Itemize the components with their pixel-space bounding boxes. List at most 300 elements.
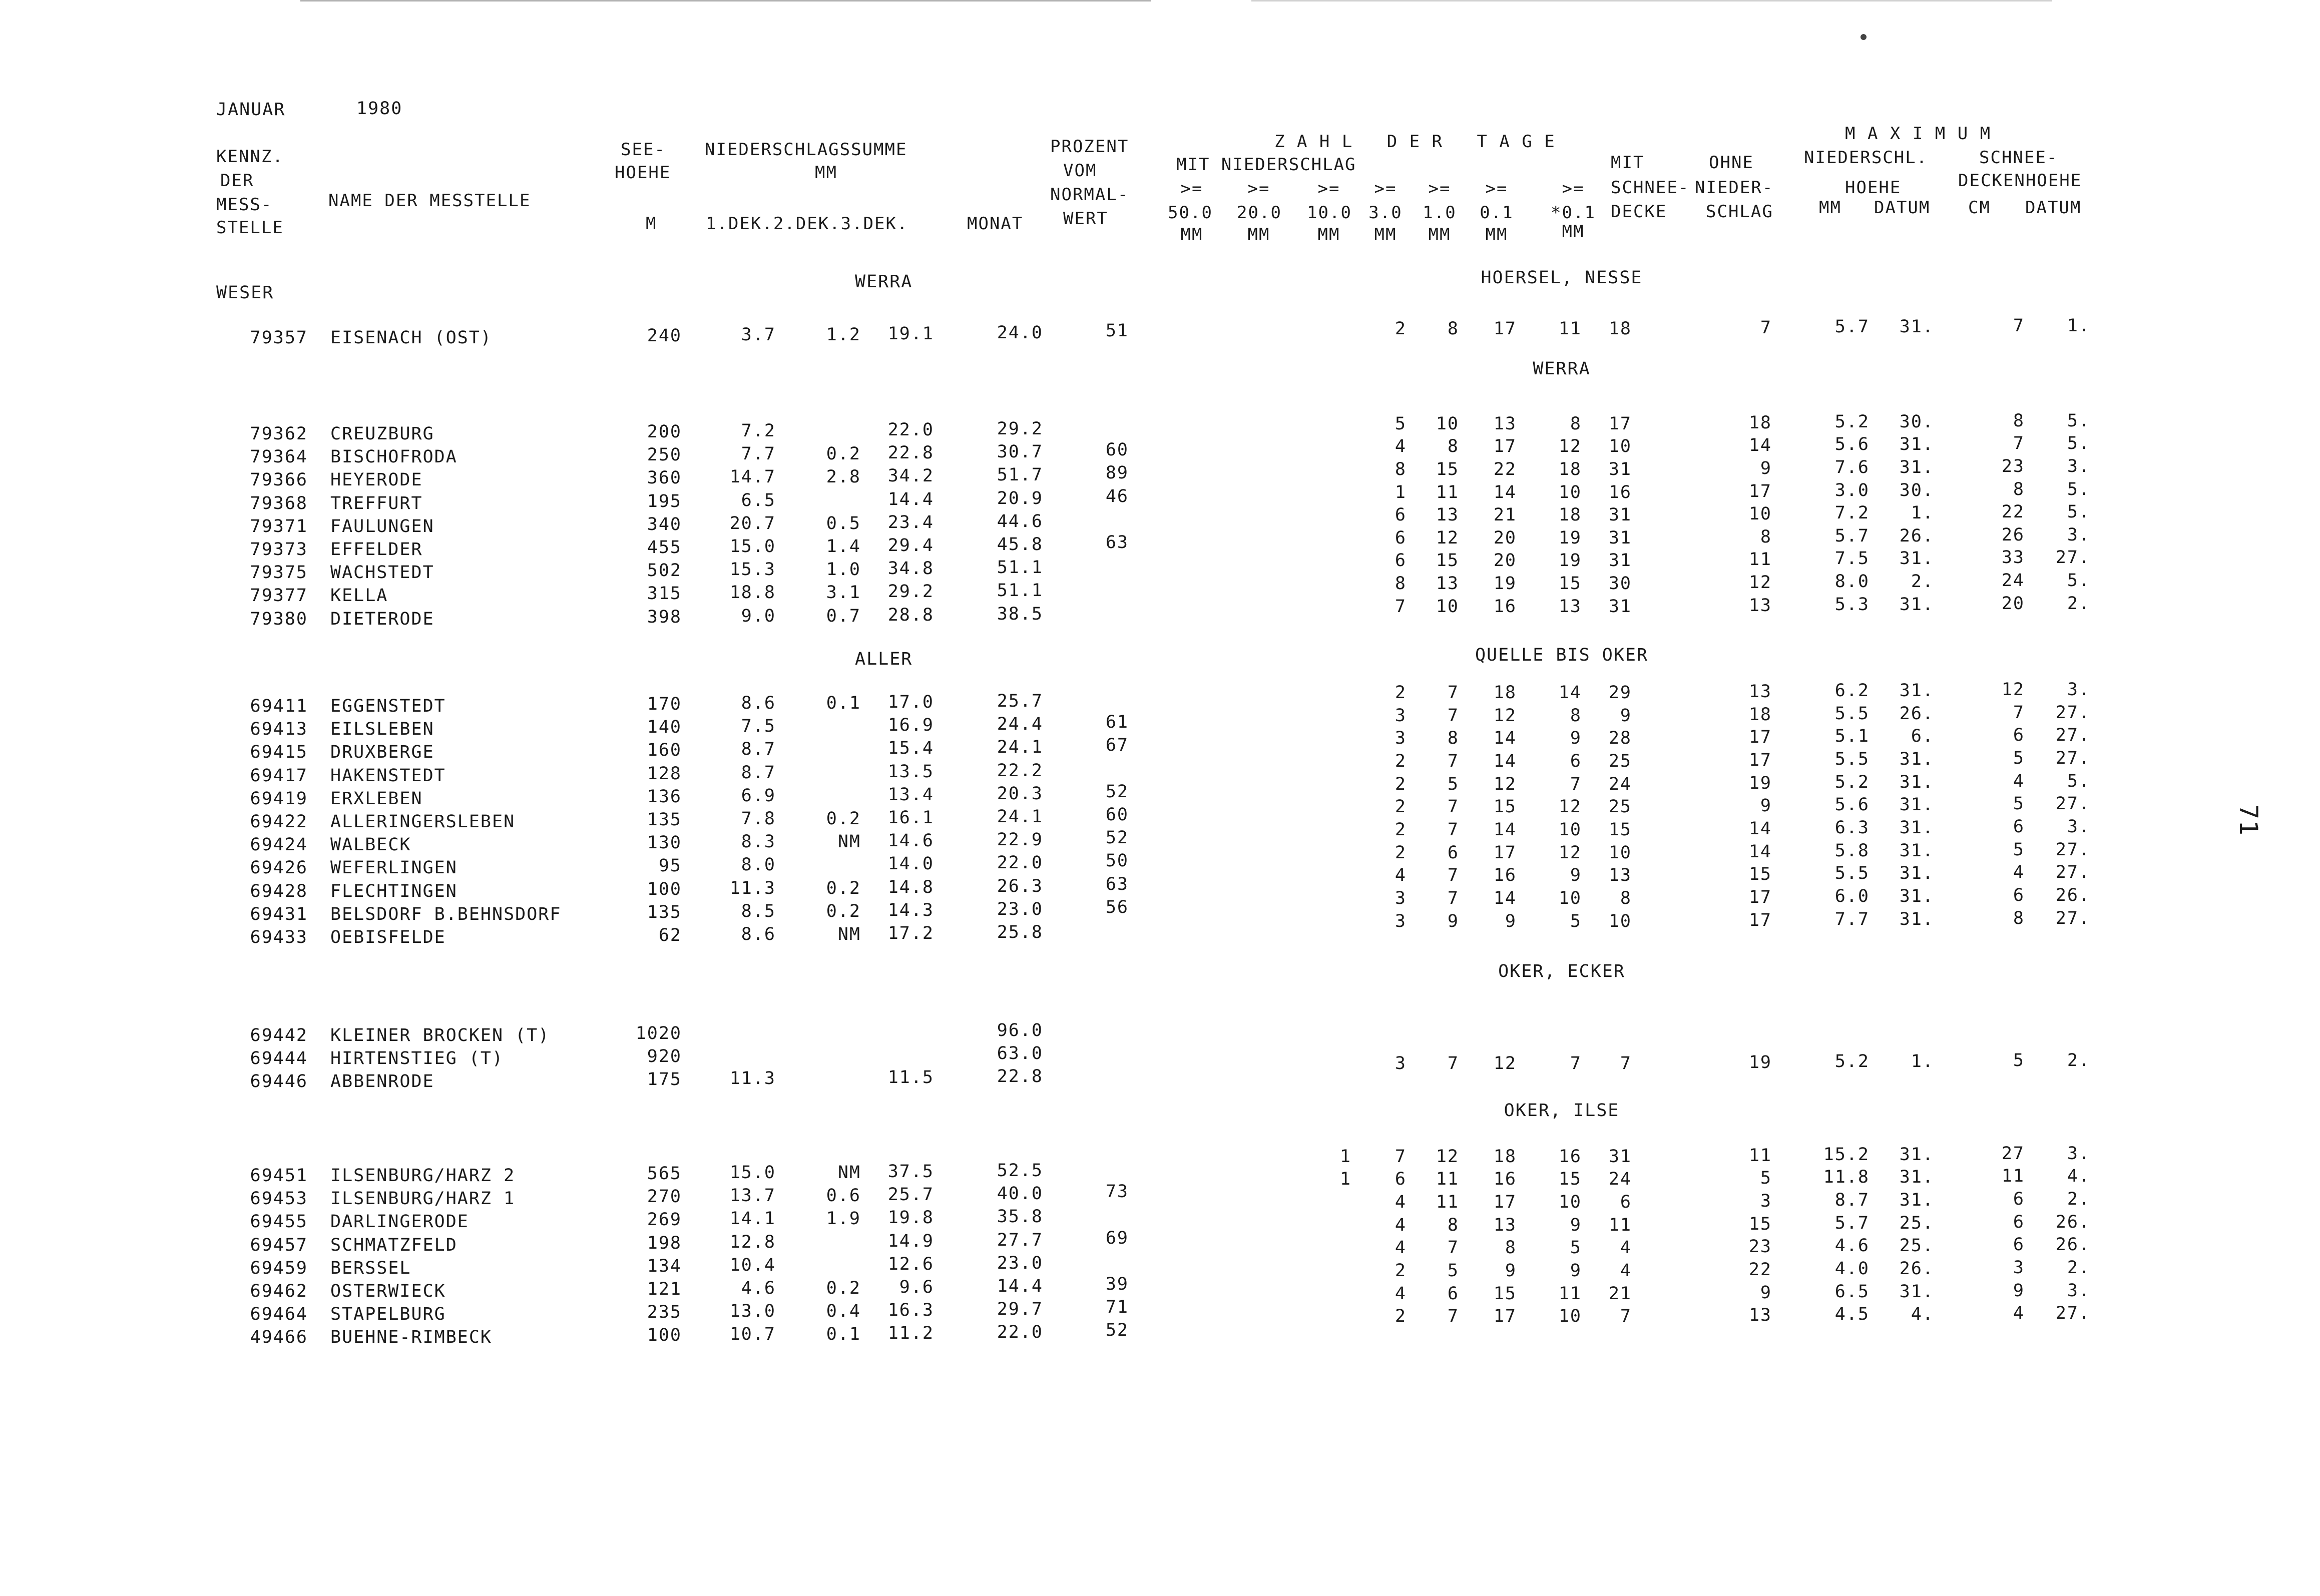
days-without-precip: 5 — [1760, 1168, 1772, 1189]
percent-of-normal: 67 — [1105, 735, 1129, 756]
station-id: 79368 — [250, 493, 308, 513]
max-snow-cm: 24 — [2001, 571, 2025, 591]
days-threshold-3: 3 — [1395, 1053, 1407, 1074]
precip-month: 14.4 — [997, 1276, 1043, 1296]
days-threshold-5: 14 — [1493, 819, 1517, 840]
days-threshold-4: 7 — [1447, 683, 1459, 703]
header-dekaden: 1.DEK.2.DEK.3.DEK. — [706, 214, 908, 234]
header-schnee-datum: DATUM — [2025, 198, 2082, 218]
precip-decade-2: 0.1 — [826, 693, 861, 713]
max-precip-mm: 4.6 — [1834, 1236, 1870, 1256]
days-threshold-7: 31 — [1608, 596, 1632, 617]
days-threshold-6: 12 — [1558, 842, 1582, 863]
max-snow-date: 5. — [2067, 433, 2090, 454]
days-threshold-7: 31 — [1608, 505, 1632, 525]
days-threshold-6: 11 — [1558, 1283, 1582, 1304]
precip-decade-3: 11.2 — [887, 1323, 934, 1344]
max-snow-cm: 5 — [2013, 748, 2025, 769]
max-snow-cm: 6 — [2013, 1189, 2025, 1210]
days-threshold-4: 12 — [1436, 1146, 1459, 1167]
station-altitude: 128 — [647, 763, 682, 784]
precip-decade-3: 14.6 — [887, 831, 934, 851]
station-id: 79362 — [250, 424, 308, 444]
days-threshold-5: 21 — [1493, 505, 1517, 525]
page-number: 71 — [2234, 804, 2263, 837]
precip-decade-1: 13.7 — [729, 1186, 776, 1206]
station-altitude: 136 — [647, 786, 682, 807]
header-kennz-3: MESS- — [216, 195, 273, 215]
days-threshold-4: 15 — [1436, 459, 1459, 479]
max-precip-date: 1. — [1911, 503, 1934, 523]
precip-decade-3: 12.6 — [887, 1254, 934, 1274]
station-id: 79377 — [250, 586, 308, 606]
header-schnee: SCHNEE- — [1611, 178, 1690, 198]
max-precip-date: 31. — [1899, 434, 1934, 455]
days-threshold-3: 2 — [1395, 318, 1407, 339]
days-threshold-4: 11 — [1436, 1169, 1459, 1190]
precip-decade-3: 16.3 — [887, 1300, 934, 1321]
threshold-val-2: 20.0 — [1237, 203, 1282, 223]
precip-decade-1: 6.5 — [741, 490, 776, 510]
station-id: 69422 — [250, 812, 308, 832]
precip-decade-2: 0.4 — [826, 1301, 861, 1322]
days-threshold-5: 13 — [1493, 1215, 1517, 1235]
days-threshold-6: 15 — [1558, 1169, 1582, 1190]
header-kennz-4: STELLE — [216, 218, 284, 238]
precip-decade-3: 14.8 — [887, 877, 934, 897]
precip-decade-1: 20.7 — [729, 513, 776, 534]
precip-month: 25.7 — [997, 691, 1043, 711]
days-threshold-5: 14 — [1493, 482, 1517, 502]
days-threshold-6: 9 — [1570, 728, 1582, 749]
precip-month: 35.8 — [997, 1207, 1043, 1227]
station-id: 69431 — [250, 904, 308, 924]
precip-decade-2: 3.1 — [826, 583, 861, 603]
days-threshold-5: 15 — [1493, 797, 1517, 817]
station-name: EISENACH (OST) — [330, 328, 493, 348]
max-precip-mm: 5.7 — [1834, 525, 1870, 546]
days-threshold-3: 3 — [1395, 911, 1407, 931]
header-year: 1980 — [356, 99, 403, 119]
percent-of-normal: 63 — [1105, 874, 1129, 894]
days-threshold-7: 9 — [1620, 705, 1632, 726]
station-name: ABBENRODE — [330, 1072, 434, 1092]
station-id: 69433 — [250, 927, 308, 947]
max-snow-date: 27. — [2055, 748, 2090, 769]
days-threshold-4: 12 — [1436, 527, 1459, 548]
max-precip-mm: 5.2 — [1834, 772, 1870, 792]
max-precip-date: 31. — [1899, 795, 1934, 815]
days-threshold-7: 24 — [1608, 774, 1632, 794]
days-threshold-7: 10 — [1608, 842, 1632, 863]
max-precip-date: 1. — [1911, 1051, 1934, 1072]
header-max-hoehe: HOEHE — [1845, 178, 1902, 198]
station-altitude: 269 — [647, 1210, 682, 1230]
max-precip-date: 31. — [1899, 1144, 1934, 1165]
station-id: 69446 — [250, 1072, 308, 1092]
days-threshold-5: 14 — [1493, 888, 1517, 908]
threshold-val-3: 10.0 — [1307, 203, 1352, 223]
station-name: KELLA — [330, 586, 388, 606]
days-threshold-7: 31 — [1608, 1146, 1632, 1167]
station-id: 69415 — [250, 742, 308, 763]
percent-of-normal: 56 — [1105, 897, 1129, 917]
station-altitude: 398 — [647, 607, 682, 627]
scan-edge-line — [300, 0, 1151, 2]
station-name: TREFFURT — [330, 493, 423, 513]
days-threshold-5: 15 — [1493, 1283, 1517, 1304]
river-label-left: ALLER — [855, 649, 913, 669]
header-kennz-2: DER — [220, 171, 254, 191]
station-altitude: 134 — [647, 1256, 682, 1276]
max-snow-cm: 6 — [2013, 1212, 2025, 1232]
days-threshold-6: 14 — [1558, 683, 1582, 703]
station-id: 69411 — [250, 696, 308, 716]
max-precip-mm: 8.0 — [1834, 572, 1870, 592]
station-id: 79364 — [250, 447, 308, 467]
days-threshold-5: 9 — [1505, 911, 1517, 931]
max-snow-date: 5. — [2067, 410, 2090, 431]
days-without-precip: 17 — [1748, 887, 1772, 907]
max-snow-cm: 6 — [2013, 885, 2025, 905]
precip-decade-2: NM — [837, 832, 861, 852]
header-prozent-3: NORMAL- — [1050, 185, 1129, 205]
percent-of-normal: 52 — [1105, 828, 1129, 848]
precip-month: 38.5 — [997, 604, 1043, 624]
precip-decade-3: 19.1 — [887, 324, 934, 344]
days-threshold-7: 30 — [1608, 574, 1632, 594]
days-threshold-6: 8 — [1570, 705, 1582, 726]
days-threshold-4: 10 — [1436, 596, 1459, 617]
max-snow-cm: 9 — [2013, 1280, 2025, 1301]
days-threshold-2: 1 — [1339, 1169, 1351, 1190]
max-precip-date: 31. — [1899, 316, 1934, 337]
max-precip-date: 25. — [1899, 1213, 1934, 1233]
days-threshold-6: 10 — [1558, 888, 1582, 908]
precip-decade-3: 14.4 — [887, 489, 934, 509]
days-threshold-3: 4 — [1395, 1215, 1407, 1235]
days-threshold-3: 7 — [1395, 1146, 1407, 1167]
days-without-precip: 22 — [1748, 1260, 1772, 1280]
header-schnee-cm: CM — [1968, 198, 1991, 218]
max-snow-date: 27. — [2055, 1303, 2090, 1324]
days-threshold-5: 20 — [1493, 527, 1517, 548]
percent-of-normal: 60 — [1105, 440, 1129, 460]
max-snow-date: 26. — [2055, 1212, 2090, 1232]
days-threshold-4: 11 — [1436, 1192, 1459, 1213]
days-threshold-6: 12 — [1558, 436, 1582, 457]
max-snow-date: 5. — [2067, 771, 2090, 791]
max-snow-date: 26. — [2055, 1235, 2090, 1255]
days-without-precip: 9 — [1760, 458, 1772, 478]
header-prozent-1: PROZENT — [1050, 137, 1129, 157]
precip-month: 23.0 — [997, 1253, 1043, 1273]
days-threshold-7: 10 — [1608, 911, 1632, 931]
max-snow-cm: 27 — [2001, 1143, 2025, 1164]
precip-decade-2: NM — [837, 924, 861, 944]
max-precip-date: 31. — [1899, 457, 1934, 477]
max-snow-cm: 11 — [2001, 1166, 2025, 1187]
station-id: 69417 — [250, 765, 308, 786]
header-mit-niederschlag: MIT NIEDERSCHLAG — [1176, 155, 1356, 175]
days-threshold-3: 7 — [1395, 596, 1407, 617]
days-threshold-3: 4 — [1395, 1238, 1407, 1258]
station-id: 69426 — [250, 858, 308, 878]
max-snow-cm: 7 — [2013, 315, 2025, 336]
station-altitude: 160 — [647, 740, 682, 761]
max-precip-date: 4. — [1911, 1304, 1934, 1325]
precip-decade-1: 11.3 — [729, 878, 776, 898]
days-threshold-6: 19 — [1558, 551, 1582, 571]
days-without-precip: 17 — [1748, 727, 1772, 748]
max-snow-cm: 5 — [2013, 839, 2025, 860]
days-without-precip: 9 — [1760, 1282, 1772, 1303]
days-threshold-7: 7 — [1620, 1306, 1632, 1327]
station-name: HAKENSTEDT — [330, 765, 446, 786]
days-threshold-2: 1 — [1339, 1146, 1351, 1167]
station-altitude: 140 — [647, 717, 682, 738]
precip-decade-1: 7.7 — [741, 444, 776, 464]
river-label-right: OKER, ECKER — [1498, 961, 1625, 981]
precip-decade-1: 8.7 — [741, 739, 776, 760]
max-precip-mm: 6.3 — [1834, 817, 1870, 838]
station-altitude: 315 — [647, 584, 682, 604]
max-precip-date: 2. — [1911, 572, 1934, 592]
days-without-precip: 8 — [1760, 526, 1772, 547]
percent-of-normal: 50 — [1105, 851, 1129, 871]
max-precip-date: 25. — [1899, 1236, 1934, 1256]
max-snow-cm: 4 — [2013, 862, 2025, 883]
days-threshold-3: 3 — [1395, 888, 1407, 908]
max-snow-date: 27. — [2055, 908, 2090, 928]
percent-of-normal: 60 — [1105, 805, 1129, 825]
station-id: 69464 — [250, 1304, 308, 1325]
station-altitude: 360 — [647, 468, 682, 488]
precip-month: 51.7 — [997, 465, 1043, 485]
days-threshold-4: 10 — [1436, 413, 1459, 434]
max-precip-date: 31. — [1899, 886, 1934, 906]
precip-decade-1: 4.6 — [741, 1278, 776, 1298]
percent-of-normal: 71 — [1105, 1297, 1129, 1318]
max-snow-cm: 7 — [2013, 433, 2025, 454]
days-threshold-4: 11 — [1436, 482, 1459, 502]
days-threshold-3: 6 — [1395, 1169, 1407, 1190]
percent-of-normal: 46 — [1105, 486, 1129, 506]
percent-of-normal: 63 — [1105, 533, 1129, 553]
threshold-ge-7: >= — [1562, 179, 1585, 199]
precip-decade-1: 15.3 — [729, 560, 776, 580]
precip-decade-2: 0.6 — [826, 1186, 861, 1206]
max-snow-date: 3. — [2067, 524, 2090, 545]
station-name: OEBISFELDE — [330, 927, 446, 947]
river-label-right: WERRA — [1533, 359, 1591, 379]
precip-decade-3: 14.0 — [887, 854, 934, 874]
precip-month: 44.6 — [997, 511, 1043, 531]
station-id: 69462 — [250, 1281, 308, 1301]
station-altitude: 250 — [647, 445, 682, 465]
days-threshold-5: 16 — [1493, 1169, 1517, 1190]
max-precip-mm: 6.0 — [1834, 886, 1870, 906]
max-snow-cm: 8 — [2013, 479, 2025, 499]
station-name: FAULUNGEN — [330, 516, 434, 537]
max-snow-cm: 8 — [2013, 410, 2025, 431]
percent-of-normal: 61 — [1105, 712, 1129, 733]
station-name: DIETERODE — [330, 609, 434, 629]
max-precip-date: 31. — [1899, 840, 1934, 861]
station-name: DARLINGERODE — [330, 1212, 469, 1232]
precip-decade-3: 13.5 — [887, 761, 934, 782]
precip-decade-3: 22.0 — [887, 420, 934, 440]
days-threshold-3: 6 — [1395, 551, 1407, 571]
precip-month: 26.3 — [997, 876, 1043, 896]
station-id: 79380 — [250, 609, 308, 629]
threshold-unit-3: MM — [1317, 225, 1340, 245]
days-threshold-5: 17 — [1493, 1192, 1517, 1213]
days-without-precip: 3 — [1760, 1191, 1772, 1212]
days-threshold-7: 4 — [1620, 1238, 1632, 1258]
max-snow-date: 27. — [2055, 548, 2090, 568]
precip-decade-3: 19.8 — [887, 1208, 934, 1228]
days-threshold-7: 13 — [1608, 865, 1632, 886]
station-name: ALLERINGERSLEBEN — [330, 812, 516, 832]
max-precip-mm: 6.2 — [1834, 681, 1870, 701]
precip-decade-1: 15.0 — [729, 1163, 776, 1183]
precip-decade-3: 13.4 — [887, 784, 934, 805]
days-threshold-6: 10 — [1558, 819, 1582, 840]
max-precip-mm: 8.7 — [1834, 1190, 1870, 1211]
header-schnee-label: SCHNEE- — [1979, 148, 2058, 168]
precip-month: 24.0 — [997, 323, 1043, 343]
station-altitude: 235 — [647, 1302, 682, 1323]
threshold-ge-1: >= — [1180, 179, 1203, 199]
days-without-precip: 15 — [1748, 864, 1772, 885]
precip-month: 24.1 — [997, 807, 1043, 827]
precip-decade-3: 29.4 — [887, 536, 934, 556]
days-threshold-5: 9 — [1505, 1261, 1517, 1281]
max-snow-date: 27. — [2055, 702, 2090, 723]
precip-decade-1: 14.7 — [729, 467, 776, 487]
days-threshold-7: 28 — [1608, 728, 1632, 749]
days-threshold-3: 6 — [1395, 527, 1407, 548]
station-id: 79366 — [250, 470, 308, 490]
max-precip-date: 26. — [1899, 703, 1934, 724]
max-precip-mm: 5.6 — [1834, 795, 1870, 815]
max-precip-date: 31. — [1899, 1281, 1934, 1302]
days-threshold-3: 1 — [1395, 482, 1407, 502]
days-without-precip: 11 — [1748, 1145, 1772, 1166]
header-niederschlagssumme-unit: MM — [815, 163, 837, 183]
percent-of-normal: 52 — [1105, 1320, 1129, 1341]
max-snow-date: 3. — [2067, 1143, 2090, 1164]
days-threshold-6: 11 — [1558, 318, 1582, 339]
station-altitude: 565 — [647, 1164, 682, 1184]
precip-month: 22.0 — [997, 853, 1043, 873]
precip-decade-3: 17.2 — [887, 923, 934, 943]
station-name: WALBECK — [330, 835, 411, 855]
station-name: DRUXBERGE — [330, 742, 434, 763]
max-snow-date: 5. — [2067, 479, 2090, 499]
precip-decade-2: 0.2 — [826, 1278, 861, 1298]
precip-month: 52.5 — [997, 1161, 1043, 1181]
precip-decade-2: 1.2 — [826, 325, 861, 345]
precip-decade-3: 17.0 — [887, 692, 934, 712]
river-label-right: OKER, ILSE — [1504, 1101, 1620, 1121]
max-precip-mm: 7.2 — [1834, 503, 1870, 523]
max-snow-date: 3. — [2067, 456, 2090, 476]
days-without-precip: 19 — [1748, 773, 1772, 793]
max-snow-cm: 8 — [2013, 908, 2025, 928]
days-threshold-7: 21 — [1608, 1283, 1632, 1304]
max-precip-mm: 5.3 — [1834, 594, 1870, 615]
station-name: SCHMATZFELD — [330, 1235, 457, 1255]
precip-decade-1: 8.7 — [741, 762, 776, 783]
max-snow-cm: 22 — [2001, 502, 2025, 522]
station-altitude: 170 — [647, 694, 682, 714]
precip-decade-2: 0.1 — [826, 1324, 861, 1345]
days-threshold-7: 17 — [1608, 413, 1632, 434]
station-id: 49466 — [250, 1327, 308, 1348]
precip-decade-1: 13.0 — [729, 1301, 776, 1322]
days-threshold-6: 6 — [1570, 751, 1582, 772]
header-mit: MIT — [1611, 153, 1645, 173]
station-name: HEYERODE — [330, 470, 423, 490]
max-precip-date: 31. — [1899, 549, 1934, 569]
max-precip-date: 31. — [1899, 749, 1934, 770]
precip-decade-1: 15.0 — [729, 537, 776, 557]
days-threshold-3: 4 — [1395, 436, 1407, 457]
max-snow-date: 27. — [2055, 839, 2090, 860]
threshold-unit-6: MM — [1485, 225, 1508, 245]
days-threshold-7: 4 — [1620, 1261, 1632, 1281]
station-name: CREUZBURG — [330, 424, 434, 444]
days-threshold-6: 18 — [1558, 505, 1582, 525]
days-threshold-4: 7 — [1447, 751, 1459, 772]
days-threshold-3: 2 — [1395, 1306, 1407, 1327]
river-label-left: WERRA — [855, 272, 913, 292]
threshold-unit-5: MM — [1428, 225, 1451, 245]
threshold-ge-2: >= — [1247, 179, 1270, 199]
precip-decade-1: 8.6 — [741, 693, 776, 713]
river-label-right: QUELLE BIS OKER — [1475, 645, 1649, 665]
days-threshold-4: 7 — [1447, 819, 1459, 840]
precip-decade-2: 0.5 — [826, 513, 861, 534]
days-threshold-4: 5 — [1447, 1261, 1459, 1281]
precip-decade-1: 14.1 — [729, 1209, 776, 1229]
max-precip-mm: 7.6 — [1834, 457, 1870, 477]
station-altitude: 135 — [647, 810, 682, 830]
precip-decade-3: 34.2 — [887, 466, 934, 486]
station-name: HIRTENSTIEG (T) — [330, 1048, 504, 1069]
precip-decade-2: NM — [837, 1163, 861, 1183]
max-precip-date: 31. — [1899, 817, 1934, 838]
days-without-precip: 11 — [1748, 550, 1772, 570]
max-precip-mm: 5.2 — [1834, 411, 1870, 432]
days-threshold-7: 25 — [1608, 751, 1632, 772]
days-threshold-6: 5 — [1570, 1238, 1582, 1258]
precip-decade-1: 10.4 — [729, 1255, 776, 1275]
threshold-val-7: *0.1 — [1551, 203, 1596, 223]
station-altitude: 502 — [647, 561, 682, 581]
max-precip-date: 31. — [1899, 681, 1934, 701]
station-name: EFFELDER — [330, 540, 423, 560]
days-threshold-6: 12 — [1558, 797, 1582, 817]
days-without-precip: 12 — [1748, 573, 1772, 593]
days-threshold-4: 15 — [1436, 551, 1459, 571]
header-seehoehe-3: M — [646, 214, 657, 234]
max-snow-date: 27. — [2055, 725, 2090, 746]
header-niederschlagssumme: NIEDERSCHLAGSSUMME — [705, 140, 907, 160]
precip-decade-3: 16.9 — [887, 715, 934, 736]
